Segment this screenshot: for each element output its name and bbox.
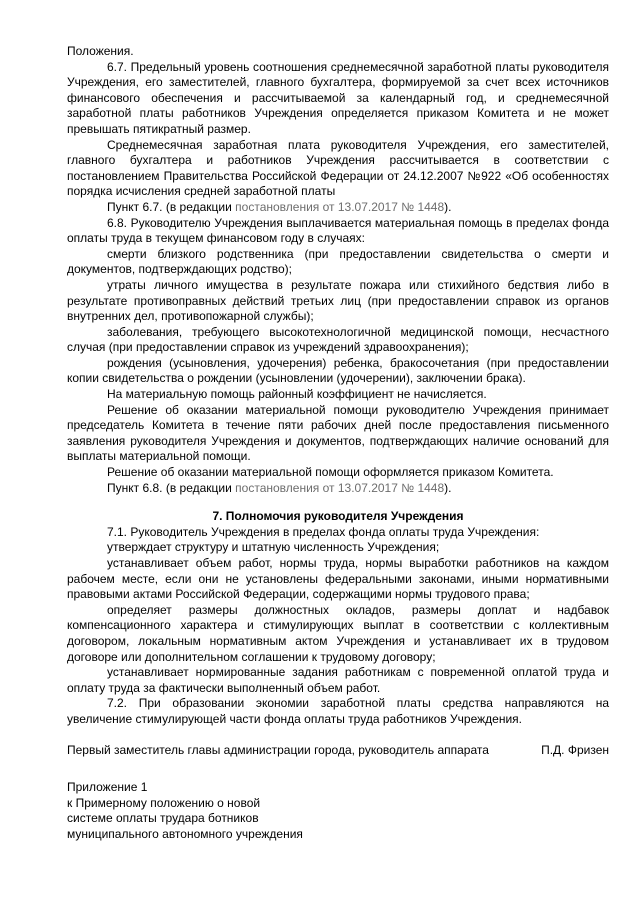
appendix-line: к Примерному положению о новой (67, 795, 261, 810)
list-item: рождения (усыновления, удочерения) ребенка, бракосочетания (при предоставлении копии свидетельства о рождении (усыновлении (удочерении), заключении брака). (67, 355, 609, 386)
paragraph: 6.7. Предельный уровень соотношения среднемесячной заработной платы руководителя Учреждения, его заместителей, главного бухгалтера, формируемой за счет всех источников финансового обеспечения и рассчитываемой за календарный год, и среднемесячной заработной платы работников Учреждения определяется приказом Комитета и не может превышать пятикратный размер. (67, 59, 609, 136)
signatory-name: П.Д. Фризен (541, 742, 609, 757)
amendment-note (67, 481, 609, 497)
appendix-line: Приложение 1 (67, 780, 148, 795)
signatory-position: Первый заместитель главы администрации города, руководитель аппарата (67, 742, 489, 757)
paragraph: Решение об оказании материальной помощи оформляется приказом Комитета. (107, 465, 554, 480)
amendment-text: Пункт 6.7. (в редакции (107, 199, 236, 214)
section-heading: 7. Полномочия руководителя Учреждения (212, 509, 464, 524)
appendix-line: муниципального автономного учреждения (67, 826, 303, 841)
paragraph: На материальную помощь районный коэффициент не начисляется. (107, 387, 487, 402)
list-item: определяет размеры должностных окладов, размеры доплат и надбавок компенсационного характера и стимулирующих выплат в соответствии с коллективным договором, локальным нормативным актом Учреждения и устанавливает их в трудовом договоре или дополнительном соглашении к трудовому договору; (67, 602, 609, 664)
amendment-text: Пункт 6.8. (в редакции (107, 480, 236, 495)
amendment-text: ). (444, 480, 452, 495)
paragraph: 6.8. Руководителю Учреждения выплачивается материальная помощь в пределах фонда оплаты труда в текущем финансовом году в случаях: (67, 215, 609, 246)
amendment-link[interactable]: постановления от 13.07.2017 № 1448 (235, 199, 445, 214)
list-item: устанавливает нормированные задания работникам с повременной оплатой труда и оплату труда за фактически выполненный объем работ. (67, 665, 609, 695)
amendment-note (67, 200, 609, 216)
paragraph: Положения. (67, 44, 134, 58)
appendix-line: системе оплаты трудара ботников (67, 811, 259, 826)
appendix-header (67, 780, 609, 842)
list-item: смерти близкого родственника (при предоставлении свидетельства о смерти и документов, подтверждающих родство); (67, 246, 609, 277)
list-item: утверждает структуру и штатную численность Учреждения; (107, 540, 440, 555)
amendment-link[interactable]: постановления от 13.07.2017 № 1448 (235, 480, 445, 495)
paragraph: Решение об оказании материальной помощи руководителю Учреждения принимает председатель Комитета в течение пяти рабочих дней после предоставления письменного заявления руководителя Учреждения и документов, подтверждающих наличие оснований для выплаты материальной помощи. (67, 402, 609, 464)
amendment-text: ). (444, 199, 452, 214)
document-page (67, 44, 609, 843)
paragraph: 7.2. При образовании экономии заработной платы средства направляются на увеличение стимулирующей части фонда оплаты труда работников Учреждения. (67, 696, 609, 726)
paragraph: 7.1. Руководитель Учреждения в пределах фонда оплаты труда Учреждения: (107, 524, 540, 539)
list-item: заболевания, требующего высокотехнологичной медицинской помощи, несчастного случая (при предоставлении справок из учреждений здравоохранения); (67, 324, 609, 355)
list-item: устанавливает объем работ, нормы труда, нормы выработки работников на каждом рабочем месте, если они не установлены федеральными законами, иными нормативными правовыми актами Российской Федерации, содержащими нормы трудового права; (67, 556, 609, 602)
signature-block (67, 743, 609, 759)
paragraph: Среднемесячная заработная плата руководителя Учреждения, его заместителей, главного бухгалтера и работников Учреждения рассчитывается в соответствии с постановлением Правительства Российской Федерации от 24.12.2007 №922 «Об особенностях порядка исчисления средней заработной платы (67, 137, 609, 199)
list-item: утраты личного имущества в результате пожара или стихийного бедствия либо в результате противоправных действий третьих лиц (при предоставлении справок из органов внутренних дел, противопожарной службы); (67, 277, 609, 324)
